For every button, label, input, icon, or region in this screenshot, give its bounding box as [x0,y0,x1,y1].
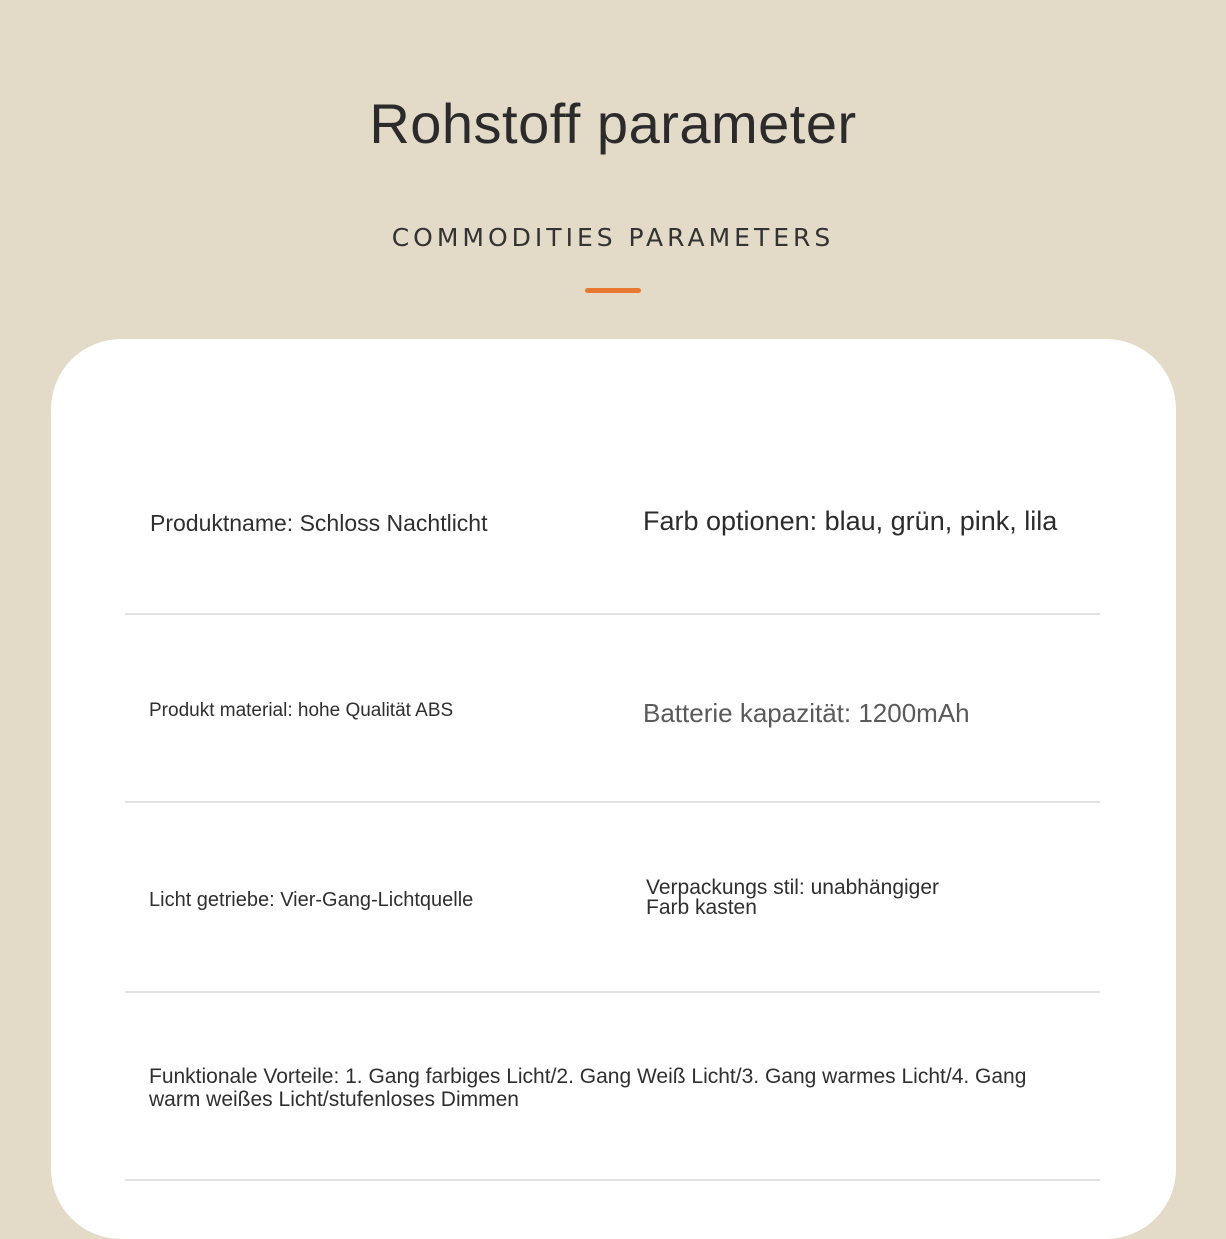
row-divider [125,1179,1100,1181]
param-functional-line-1: Funktionale Vorteile: 1. Gang farbiges Licht/2. Gang Weiß Licht/3. Gang warmes Licht/4. Gang [149,1065,1027,1088]
param-packaging [646,878,1006,918]
row-divider [125,801,1100,803]
param-functional-line-2: warm weißes Licht/stufenloses Dimmen [149,1088,519,1111]
param-light-modes: Licht getriebe: Vier-Gang-Lichtquelle [149,889,474,911]
row-divider [125,991,1100,993]
page-title: Rohstoff parameter [369,92,857,155]
page-subtitle: COMMODITIES PARAMETERS [391,223,835,252]
param-functional-advantages [149,1065,1119,1111]
param-product-name: Produktname: Schloss Nachtlicht [150,510,488,536]
param-material: Produkt material: hohe Qualität ABS [149,700,454,721]
param-packaging-line-2: Farb kasten [646,896,757,919]
param-battery: Batterie kapazität: 1200mAh [643,698,970,728]
param-packaging-line-1: Verpackungs stil: unabhängiger [646,876,940,899]
accent-divider [585,288,641,293]
param-color-options: Farb optionen: blau, grün, pink, lila [643,506,1058,536]
row-divider [125,613,1100,615]
